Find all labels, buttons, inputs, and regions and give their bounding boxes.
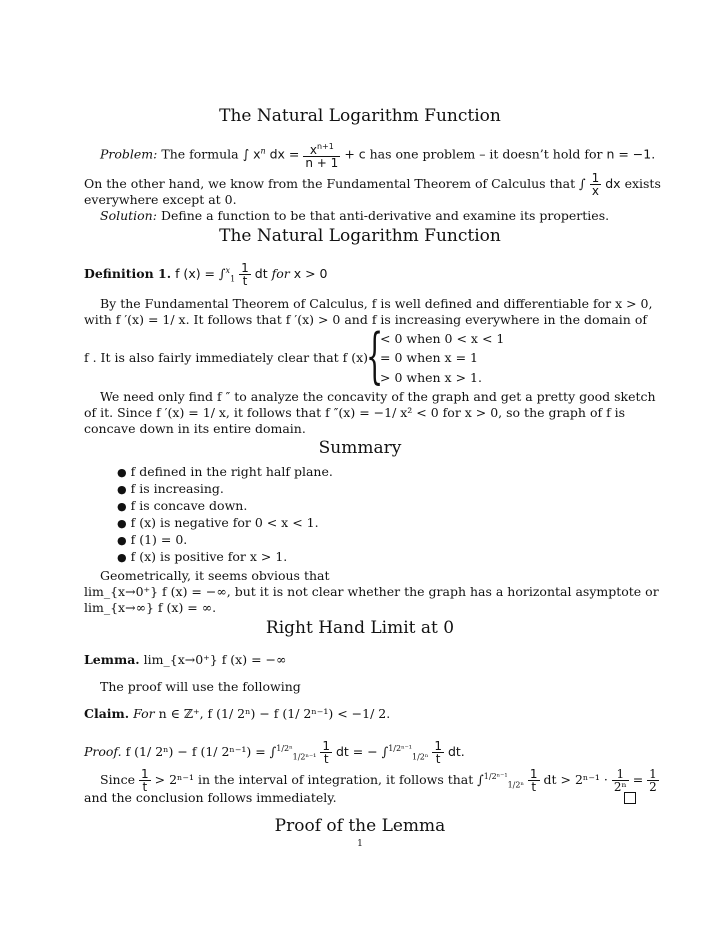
since-num: 1	[141, 767, 149, 781]
since-int: ∫	[477, 772, 484, 787]
problem-integral: ∫ x	[242, 146, 261, 162]
page-number: 1	[357, 839, 363, 849]
problem-num: x	[309, 143, 317, 157]
other-hand-den: x	[591, 184, 599, 198]
other-hand-num: 1	[591, 171, 600, 185]
other-hand-fraction	[590, 172, 602, 197]
since-int-sub: 1/2ⁿ	[507, 780, 524, 790]
definition-for: for	[271, 266, 290, 281]
since-f3den: 2	[649, 780, 657, 794]
since-eq: =	[632, 772, 644, 787]
problem-text-a: The formula	[161, 146, 239, 162]
problem-exp: n	[260, 146, 266, 156]
problem-line	[100, 141, 655, 169]
since-f3num: 1	[649, 767, 657, 781]
proof-den-2: t	[435, 752, 441, 766]
case-1: < 0 when 0 < x < 1	[380, 331, 505, 346]
proof-int1-sub: 1/2ⁿ⁻¹	[292, 752, 317, 762]
definition-fraction	[239, 262, 251, 287]
definition-dt: dt	[254, 266, 268, 281]
section-title-summary: Summary	[318, 438, 402, 458]
section-title-1: The Natural Logarithm Function	[219, 106, 501, 126]
since-dt: dt > 2ⁿ⁻¹ ·	[543, 772, 608, 787]
section-title-right-hand-limit: Right Hand Limit at 0	[265, 618, 455, 638]
since-fraction-2	[528, 768, 540, 793]
proof-num-2: 1	[434, 739, 442, 753]
proof-line	[84, 740, 465, 766]
proof-int2: ∫	[381, 744, 389, 759]
since-num-2: 1	[529, 767, 538, 781]
lemma-label: Lemma.	[84, 652, 140, 667]
list-item: ● f is concave down.	[117, 498, 248, 513]
other-hand-text: On the other hand, we know from the Fundamental Theorem of Calculus that	[84, 176, 576, 191]
other-hand-int: ∫	[579, 176, 586, 191]
other-hand-line2: everywhere except at 0.	[84, 192, 237, 207]
proof-int2-sup: 1/2ⁿ⁻¹	[388, 743, 412, 753]
proof-int1-sup: 1/2ⁿ	[276, 743, 293, 753]
since-fraction-3	[612, 768, 629, 793]
definition-num: 1	[241, 261, 249, 275]
definition-int-sub: 1	[230, 274, 236, 284]
problem-dx: dx =	[269, 146, 300, 162]
proof-num-1: 1	[322, 739, 330, 753]
solution-text: Define a function to be that anti-derivative and examine its properties.	[160, 208, 610, 223]
definition-den: t	[242, 274, 248, 288]
problem-den: n + 1	[305, 156, 339, 170]
list-item: ● f defined in the right half plane.	[117, 464, 333, 479]
since-f2num: 1	[612, 768, 629, 781]
since-fraction-4	[647, 768, 659, 793]
list-item: ● f (x) is positive for x > 1.	[117, 549, 288, 564]
solution-label: Solution:	[100, 208, 157, 223]
para2-line3: concave down in its entire domain.	[84, 421, 306, 436]
since-label: Since	[100, 772, 136, 787]
summary-item-text: f (x) is positive for x > 1.	[130, 549, 288, 564]
other-hand-exists: exists	[624, 176, 661, 191]
problem-plus-c: + c	[344, 146, 366, 162]
summary-item-text: f is increasing.	[130, 481, 224, 496]
problem-label: Problem:	[100, 146, 158, 162]
definition-fx: f (x) =	[175, 266, 216, 281]
list-item: ● f is increasing.	[117, 481, 224, 496]
qed-icon	[624, 792, 636, 808]
proof-dt1: dt = −	[335, 744, 378, 759]
proof-lhs: f (1/ 2ⁿ) − f (1/ 2ⁿ⁻¹) =	[125, 744, 266, 759]
geo-line3: lim_{x→∞} f (x) = ∞.	[84, 600, 217, 615]
claim-text: n ∈ ℤ⁺, f (1/ 2ⁿ) − f (1/ 2ⁿ⁻¹) < −1/ 2.	[158, 706, 391, 721]
list-item: ● f (1) = 0.	[117, 532, 188, 547]
proof-den-1: t	[323, 752, 329, 766]
since-den: t	[142, 780, 148, 794]
para2-line2: of it. Since f ′(x) = 1/ x, it follows that f ″(x) = −1/ x² < 0 for x > 0, so the graph of f is	[84, 405, 626, 420]
proof-dt2: dt.	[447, 744, 465, 759]
definition-label: Definition 1.	[84, 266, 172, 281]
geo-line2: lim_{x→0⁺} f (x) = −∞, but it is not clear whether the graph has a horizontal asymptote or	[84, 584, 659, 599]
case-2: = 0 when x = 1	[380, 350, 478, 365]
proof-int2-sub: 1/2ⁿ	[411, 752, 429, 762]
geo-line1: Geometrically, it seems obvious that	[100, 568, 330, 583]
problem-fraction	[303, 141, 340, 169]
proof-intro: The proof will use the following	[100, 679, 301, 694]
summary-item-text: f (x) is negative for 0 < x < 1.	[130, 515, 319, 530]
summary-item-text: f (1) = 0.	[130, 532, 188, 547]
since-den-2: t	[531, 780, 537, 794]
solution-line	[100, 208, 609, 224]
since-line2: and the conclusion follows immediately.	[84, 790, 337, 805]
other-hand-dx: dx	[605, 176, 621, 191]
para1-line2: with f ′(x) = 1/ x. It follows that f ′(x) > 0 and f is increasing everywhere in the domain of	[84, 312, 647, 327]
claim-line	[84, 706, 390, 722]
cases-brace: {	[366, 321, 384, 391]
proof-fraction-2	[432, 740, 444, 765]
summary-item-text: f defined in the right half plane.	[130, 464, 333, 479]
summary-list	[117, 464, 333, 566]
problem-n-eq: n = −1.	[606, 146, 656, 162]
definition-int-sup: x	[225, 265, 231, 275]
problem-text-b: has one problem – it doesn’t hold for	[369, 146, 603, 162]
claim-label: Claim.	[84, 706, 130, 721]
definition-line	[84, 262, 328, 288]
proof-fraction-1	[320, 740, 332, 765]
definition-int: ∫	[219, 266, 226, 281]
para2-line1: We need only find f ″ to analyze the concavity of the graph and get a pretty good sketch	[100, 389, 656, 404]
since-int-sup: 1/2ⁿ⁻¹	[483, 771, 508, 781]
section-title-2: The Natural Logarithm Function	[219, 226, 501, 246]
case-3: > 0 when x > 1.	[380, 370, 482, 385]
list-item: ● f (x) is negative for 0 < x < 1.	[117, 515, 319, 530]
proof-int1: ∫	[269, 744, 277, 759]
since-f2den: 2ⁿ	[613, 780, 627, 794]
lemma-line	[84, 652, 286, 668]
lemma-text: lim_{x→0⁺} f (x) = −∞	[143, 652, 287, 667]
since-gt: > 2ⁿ⁻¹ in the interval of integration, it follows that	[154, 772, 474, 787]
para1-line3: f . It is also fairly immediately clear that f (x)	[84, 350, 369, 365]
section-title-proof-of-lemma: Proof of the Lemma	[274, 816, 446, 836]
proof-label: Proof.	[84, 744, 122, 759]
para1-line1: By the Fundamental Theorem of Calculus, f is well defined and differentiable for x > 0,	[100, 296, 653, 311]
definition-cond: x > 0	[293, 266, 328, 281]
claim-for: For	[133, 706, 155, 721]
problem-num-exp: n+1	[316, 142, 334, 151]
summary-item-text: f is concave down.	[130, 498, 248, 513]
